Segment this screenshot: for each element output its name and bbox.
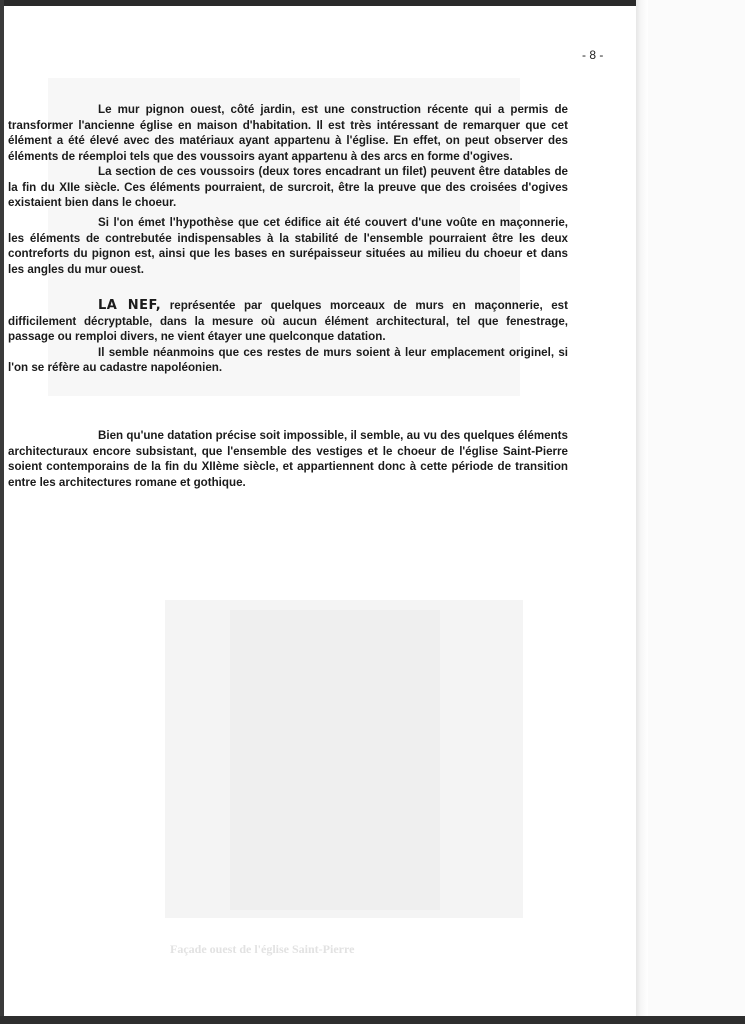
paragraph-voussoirs: La section de ces voussoirs (deux tores encadrant un filet) peuvent être datables de la fin du XIIe siècle. Ces éléments pourraient, de surcroit, être la preuve que des croisées d'ogives existaient bien dans le choeur. xyxy=(8,165,568,209)
page-number: - 8 - xyxy=(582,48,604,62)
nave-description: représentée par quelques morceaux de murs en maçonnerie, est difficilement décryptable, dans la mesure où aucun élément architectural, tel que fenestrage, passage ou remploi divers, ne vient étayer une quelconque datation. xyxy=(8,299,568,343)
paragraph-group-west-wall xyxy=(8,102,568,211)
show-through-photo-detail xyxy=(230,610,440,910)
paragraph-west-gable: Le mur pignon ouest, côté jardin, est une construction récente qui a permis de transformer l'ancienne église en maison d'habitation. Il est très intéressant de remarquer que cet élément a été élevé avec des matériaux ayant appartenu à l'église. En effet, on peut observer des éléments de réemploi tels que des voussoirs ayant appartenu à des arcs en forme d'ogives. xyxy=(8,103,568,163)
paragraph-conclusion: Bien qu'une datation précise soit impossible, il semble, au vu des quelques éléments architecturaux encore subsistant, que l'ensemble des vestiges et le choeur de l'église Saint-Pierre soient contemporains de la fin du XIIème siècle, et appartiennent donc à cette période de transition entre les architectures romane et gothique. xyxy=(8,429,568,489)
scan-bottom-edge xyxy=(0,1016,745,1024)
nave-heading: LA NEF, xyxy=(98,298,162,313)
paragraph-nave xyxy=(8,298,568,345)
show-through-caption: Façade ouest de l'église Saint-Pierre xyxy=(170,942,355,956)
paragraph-group-nave xyxy=(8,298,568,376)
scan-right-margin xyxy=(648,0,745,1024)
scan-left-edge xyxy=(0,0,4,1024)
paragraph-group-conclusion xyxy=(8,428,568,490)
scan-top-edge xyxy=(0,0,745,6)
paragraph-vault-hypothesis: Si l'on émet l'hypothèse que cet édifice ait été couvert d'une voûte en maçonnerie, les éléments de contrebutée indispensables à la stabilité de l'ensemble pourraient être les deux contreforts du pignon est, ainsi que les bases en surépaisseur situées au milieu du choeur et dans les angles du mur ouest. xyxy=(8,216,568,276)
page-edge-shadow xyxy=(636,0,648,1024)
paragraph-cadastre: Il semble néanmoins que ces restes de murs soient à leur emplacement originel, si l'on se réfère au cadastre napoléonien. xyxy=(8,345,568,374)
paragraph-group-vault xyxy=(8,215,568,277)
